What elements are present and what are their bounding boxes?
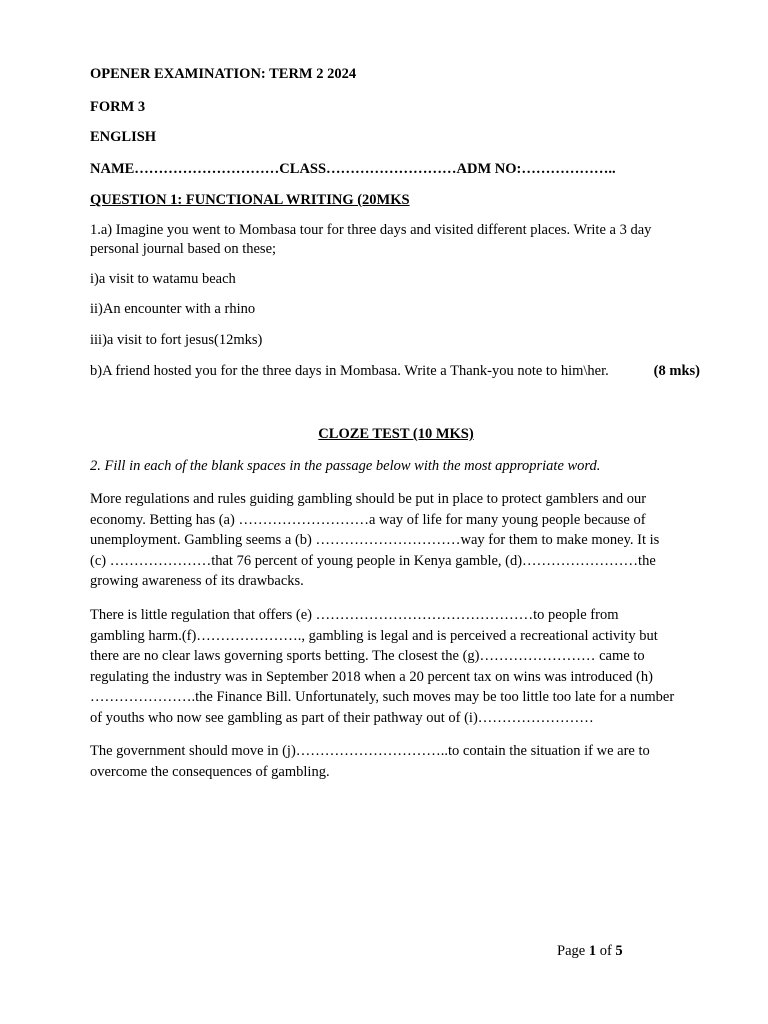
paragraph-line: ………………….the Finance Bill. Unfortunately, such moves may be too little too late for a number — [90, 689, 675, 706]
paragraph-line: More regulations and rules guiding gambling should be put in place to protect gamblers and our — [90, 491, 647, 507]
cloze-paragraph-3 — [90, 741, 710, 782]
paragraph-line: of youths who now see gambling as part of their pathway out of (i)…………………… — [90, 709, 594, 726]
paragraph-line: regulating the industry was in September 2018 when a 20 percent tax on wins was introduced (h) — [90, 668, 653, 685]
cloze-paragraph-2 — [90, 605, 710, 729]
paragraph-line: gambling harm.(f)…………………., gambling is legal and is perceived a recreational activity but — [90, 627, 658, 644]
subject-label: ENGLISH — [90, 129, 157, 145]
paragraph-line: growing awareness of its drawbacks. — [90, 573, 304, 590]
question1-part-b-text: b)A friend hosted you for the three days in Mombasa. Write a Thank-you note to him\her. — [90, 363, 609, 379]
page-total: 5 — [615, 943, 623, 959]
cloze-instruction: 2. Fill in each of the blank spaces in the passage below with the most appropriate word. — [90, 458, 601, 474]
student-info-line: NAME…………………………CLASS………………………ADM NO:……………….. — [90, 161, 616, 177]
paragraph-line: there are no clear laws governing sports betting. The closest the (g)…………………… came to — [90, 648, 645, 665]
paragraph-line: (c) …………………that 76 percent of young people in Kenya gamble, (d)……………………the — [90, 552, 656, 569]
question1-item-iii: iii)a visit to fort jesus(12mks) — [90, 332, 263, 348]
paragraph-line: The government should move in (j)…………………………..to contain the situation if we are to — [90, 743, 650, 759]
paragraph-line: overcome the consequences of gambling. — [90, 763, 330, 780]
question1-part-b — [90, 361, 700, 381]
question1-item-i: i)a visit to watamu beach — [90, 271, 236, 287]
question1-item-ii: ii)An encounter with a rhino — [90, 301, 256, 317]
page-number: 1 — [588, 943, 597, 959]
form-label: FORM 3 — [90, 99, 146, 115]
page-of-label: of — [596, 943, 616, 959]
paragraph-line: There is little regulation that offers (e) ………………………………………to people from — [90, 607, 619, 623]
cloze-paragraph-1 — [90, 489, 710, 592]
page-label: Page — [557, 943, 589, 959]
paragraph-line: unemployment. Gambling seems a (b) …………………………way for them to make money. It is — [90, 532, 660, 549]
exam-title: OPENER EXAMINATION: TERM 2 2024 — [90, 66, 357, 82]
question1-part-a-line1: 1.a) Imagine you went to Mombasa tour for three days and visited different places. Write a 3 day — [90, 222, 652, 238]
question1-title: QUESTION 1: FUNCTIONAL WRITING (20MKS — [90, 192, 410, 208]
page-footer — [557, 941, 623, 961]
question1-part-a-line2: personal journal based on these; — [90, 241, 277, 257]
cloze-title: CLOZE TEST (10 MKS) — [318, 426, 474, 442]
paragraph-line: economy. Betting has (a) ………………………a way of life for many young people because of — [90, 511, 646, 528]
question1-part-b-marks: (8 mks) — [653, 363, 700, 379]
